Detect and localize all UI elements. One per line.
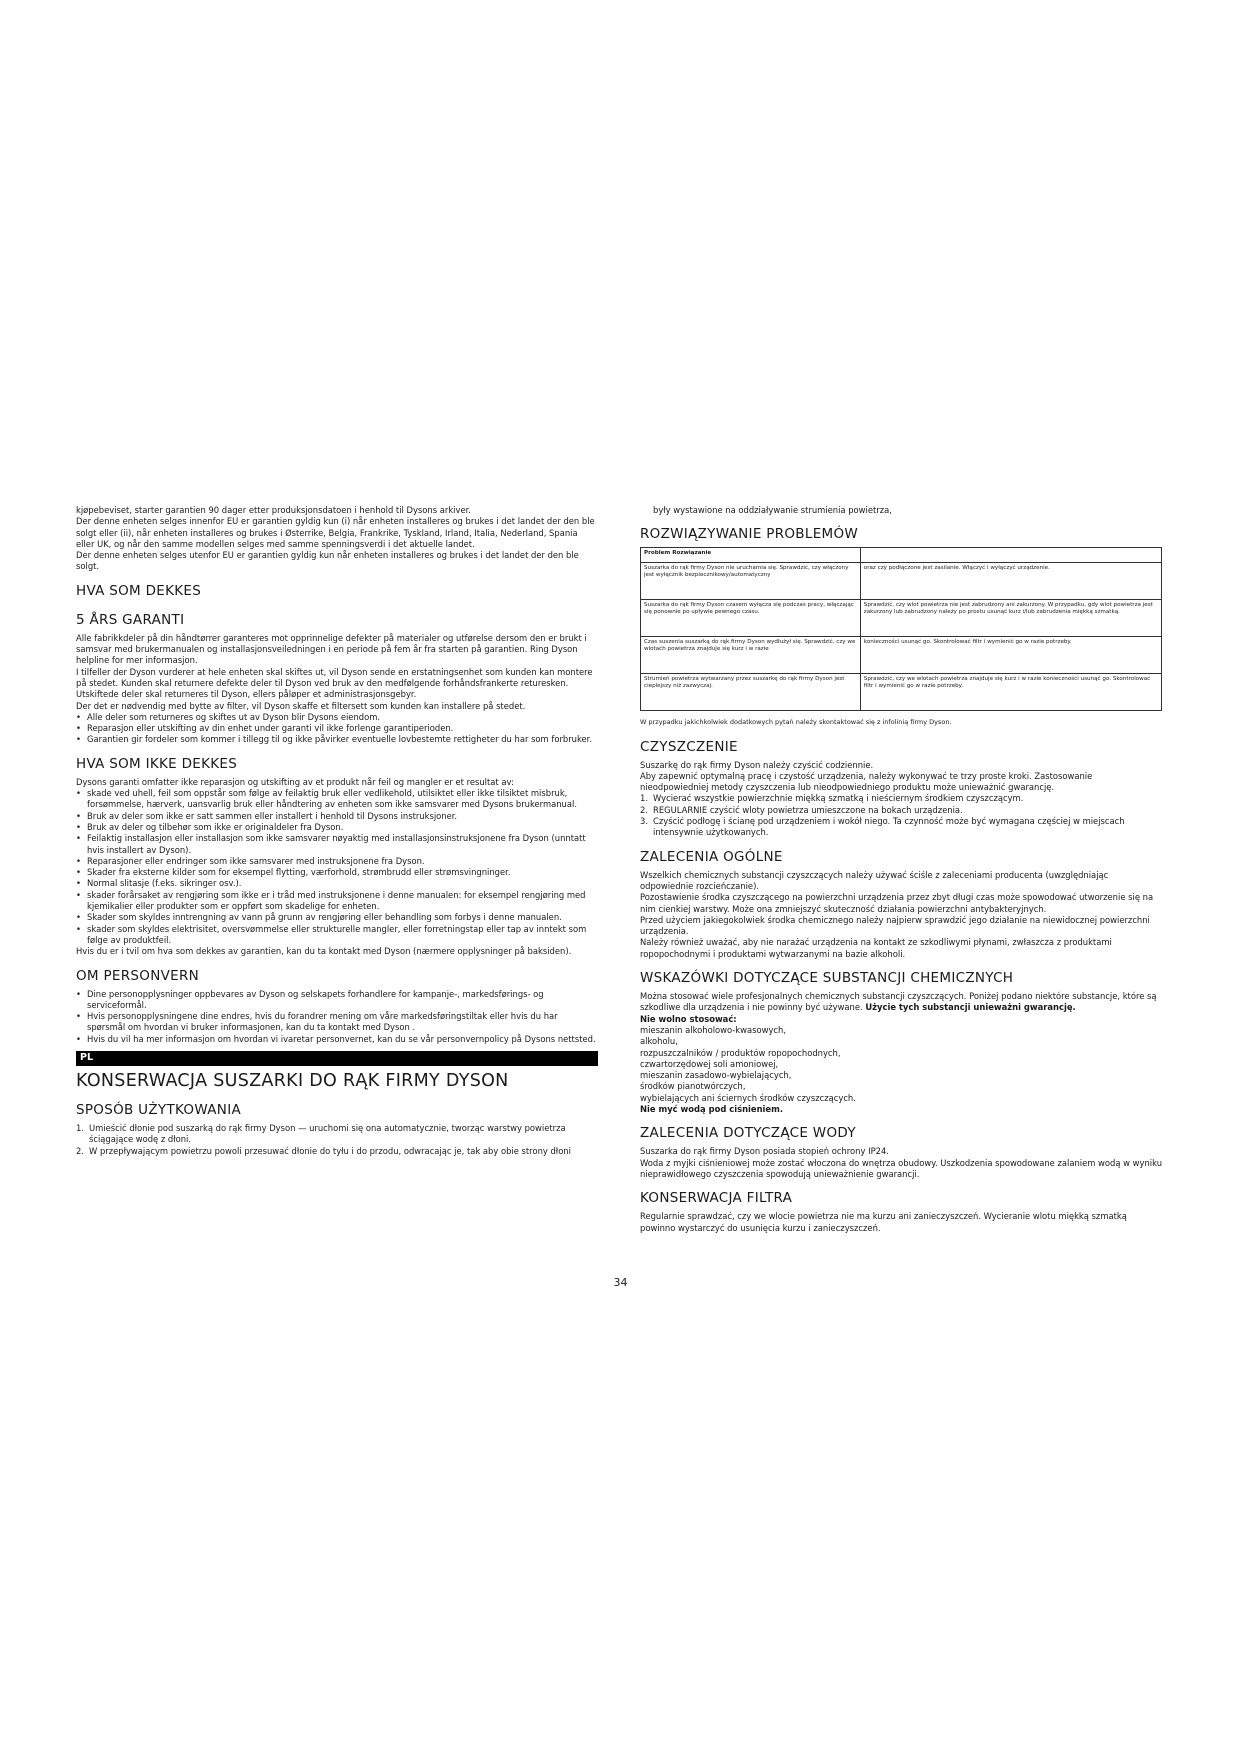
filtr-paragraph: Regularnie sprawdzać, czy we wlocie powietrza nie ma kurzu ani zanieczyszczeń. Wycieranie wlotu miękką szmatką powinno wystarczyć do usunięcia kurzu i zanieczyszczeń.: [640, 1211, 1127, 1233]
zalecenia-paragraph: Wszelkich chemicznych substancji czyszczących należy używać ściśle z zaleceniami producenta (uwzględniając odpowiednie rozcieńczanie).: [640, 869, 1109, 891]
heading-konserwacja-filtra: KONSERWACJA FILTRA: [640, 1190, 793, 1207]
table-cell-problem: Czas suszenia suszarką do rąk firmy Dyson wydłużył się. Sprawdzić, czy we wlotach powietrza znajduje się kurz i w razie: [641, 637, 861, 674]
list-item: • Hvis du vil ha mer informasjon om hvordan vi ivaretar personvernet, kan du se vår personvernpolicy på Dysons nettsted.: [76, 1034, 598, 1045]
chem-item: czwartorzędowej soli amoniowej,: [640, 1058, 779, 1069]
list-item: • Bruk av deler og tilbehør som ikke er originaldeler fra Dyson.: [76, 822, 598, 833]
garanti-paragraph: I tilfeller der Dyson vurderer at hele enheten skal skiftes ut, vil Dyson sende en erstatningsenhet som kunden kan montere på stedet. Kunden skal returnere defekte deler til Dyson ved bruk av den medfølgende forhåndsfrankerte returesken.: [76, 666, 593, 688]
heading-om-personvern: OM PERSONVERN: [76, 967, 200, 984]
woda-paragraph: Suszarka do rąk firmy Dyson posiada stopień ochrony IP24.: [640, 1146, 889, 1157]
czyszczenie-paragraph: Suszarkę do rąk firmy Dyson należy czyścić codziennie.: [640, 759, 874, 770]
chem-item: rozpuszczalników / produktów ropopochodnych,: [640, 1047, 841, 1058]
czyszczenie-list: [640, 793, 1162, 838]
list-item: 1. Umieścić dłonie pod suszarką do rąk firmy Dyson — uruchomi się ona automatycznie, tworząc warstwy powietrza ściągające wodę z dłoni.: [76, 1122, 566, 1145]
table-header-cell: Problem Rozwiązanie: [641, 548, 861, 563]
heading-czyszczenie: CZYSZCZENIE: [640, 738, 738, 755]
list-item: • Hvis personopplysningene dine endres, hvis du forandrer mening om våre markedsføringstiltak eller hvis du har spørsmål om hvordan vi bruker informasjonen, kan du ta kontakt med Dyson .: [76, 1011, 598, 1034]
right-column: [640, 505, 1162, 1234]
table-row: [641, 563, 1162, 600]
chem-item: mieszanin zasadowo-wybielających,: [640, 1070, 792, 1081]
garanti-list: [76, 712, 598, 746]
page-number: 34: [613, 1276, 628, 1289]
sposob-list: [76, 1123, 598, 1157]
list-item: • Reparasjon eller utskifting av din enhet under garanti vil ikke forlenge garantiperioden.: [76, 723, 598, 734]
list-item: • Dine personopplysninger oppbevares av Dyson og selskapets forhandlere for kampanje-, markedsførings- og serviceformål.: [76, 989, 598, 1012]
personvern-list: [76, 989, 598, 1045]
table-cell-problem: Strumień powietrza wytwarzany przez suszarkę do rąk firmy Dyson jest cieplejszy niż zazwyczaj.: [641, 674, 861, 711]
wskazowki-paragraph: Można stosować wiele profesjonalnych chemicznych substancji czyszczących. Poniżej podano niektóre substancje, które są szkodliwe dla urządzenia i nie powinny być używane. Użycie tych substancji unieważni gwarancję.: [640, 991, 1157, 1013]
language-bar-pl: PL: [76, 1051, 598, 1066]
chem-item: wybielających ani ściernych środków czyszczących.: [640, 1092, 856, 1103]
warranty-intro: kjøpebeviset, starter garantien 90 dager etter produksjonsdatoen i henhold til Dysons arkiver. Der denne enheten selges innenfor EU er garantien gyldig kun (i) når enheten installeres og brukes i det landet der den ble solgt eller (ii), når enheten installeres og brukes i Østerrike, Belgia, Frankrike, Tyskland, Irland, Italia, Nederland, Spania eller UK, og når den samme modellen selges med samme spenningsverdi i det aktuelle landet. Der denne enheten selges utenfor EU er garantien gyldig kun når enheten installeres og brukes i det landet der den ble solgt.: [76, 505, 595, 572]
list-item: • skader forårsaket av rengjøring som ikke er i tråd med instruksjonene i denne manualen: for eksempel rengjøring med kjemikalier eller produkter som er oppført som skadelige for enheten.: [76, 890, 598, 913]
ikke-outro: Hvis du er i tvil om hva som dekkes av garantien, kan du ta kontakt med Dyson (nærmere opplysninger på baksiden).: [76, 946, 572, 957]
chem-item: mieszanin alkoholowo-kwasowych,: [640, 1024, 787, 1035]
table-header-row: [641, 548, 1162, 563]
nie-myc-label: Nie myć wodą pod ciśnieniem.: [640, 1104, 784, 1115]
heading-konserwacja: KONSERWACJA SUSZARKI DO RĄK FIRMY DYSON: [76, 1070, 509, 1091]
left-column: [76, 505, 598, 1157]
heading-wskazowki: WSKAZÓWKI DOTYCZĄCE SUBSTANCJI CHEMICZNYCH: [640, 970, 1014, 987]
list-item: 2. W przepływającym powietrzu powoli przesuwać dłonie do tyłu i do przodu, odwracając je, tak aby obie strony dłoni: [76, 1145, 571, 1156]
table-cell-problem: Suszarka do rąk firmy Dyson nie uruchamia się. Sprawdzić, czy włączony jest wyłącznik bezpiecznikowy/automatyczny: [641, 563, 861, 600]
list-item: 3. Czyścić podłogę i ścianę pod urządzeniem i wokół niego. Ta czynność może być wymagana częściej w miejscach intensywnie użytkowanych.: [640, 816, 1125, 838]
garanti-paragraph: Alle fabrikkdeler på din håndtørrer garanteres mot opprinnelige defekter på materialer og utførelse dersom den er brukt i samsvar med brukermanualen og installasjonsveiledningen i en periode på fem år fra starten på garantien. Ring Dyson helpline for mer informasjon.: [76, 632, 587, 666]
heading-sposob-uzytkowania: SPOSÓB UŻYTKOWANIA: [76, 1101, 242, 1118]
table-cell-solution: oraz czy podłączone jest zasilanie. Włączyć i wyłączyć urządzenie.: [860, 563, 1161, 600]
heading-hva-som-dekkes: HVA SOM DEKKES: [76, 582, 202, 599]
garanti-paragraph: Utskiftede deler skal returneres til Dyson, ellers påløper et administrasjonsgebyr.: [76, 689, 417, 700]
woda-paragraph: Woda z myjki ciśnieniowej może zostać włoczona do wnętrza obudowy. Uszkodzenia spowodowane zalaniem wodą w wyniku nieprawidłowego czyszczenia spowodują unieważnienie gwarancji.: [640, 1157, 1162, 1179]
table-row: [641, 674, 1162, 711]
chem-item: alkoholu,: [640, 1036, 678, 1047]
czyszczenie-paragraph: Aby zapewnić optymalną pracę i czystość urządzenia, należy wykonywać te trzy proste kroki. Zastosowanie nieodpowiedniej metody czyszczenia lub nieodpowiedniego produktu może unieważnić gwarancję.: [640, 770, 1093, 793]
table-cell-solution: Sprawdzić, czy wlot powietrza nie jest zabrudzony ani zakurzony. W przypadku, gdy wlot powietrza jest zakurzony lub zabrudzony należy po prostu usunąć kurz i/lub zabrudzenia miękką szmatką.: [860, 600, 1161, 637]
table-cell-solution: konieczności usunąć go. Skontrolować filtr i wymienić go w razie potrzeby.: [860, 637, 1161, 674]
heading-5-ars-garanti: 5 ÅRS GARANTI: [76, 611, 185, 628]
list-item: • Garantien gir fordeler som kommer i tillegg til og ikke påvirker eventuelle lovbestemte rettigheter du har som forbruker.: [76, 734, 598, 745]
table-row: [641, 600, 1162, 637]
table-cell-solution: Sprawdzić, czy we wlotach powietrza znajduje się kurz i w razie konieczności usunąć go. Skontrolować filtr i wymienić go w razie potrzeby.: [860, 674, 1161, 711]
zalecenia-paragraph: Przed użyciem jakiegokolwiek środka chemicznego należy najpierw sprawdzić jego działanie na niewidocznej powierzchni urządzenia.: [640, 914, 1150, 937]
chem-item: środków pianotwórczych,: [640, 1081, 746, 1092]
warranty-warning: Użycie tych substancji unieważni gwarancję.: [865, 1002, 1076, 1013]
list-item: • Normal slitasje (f.eks. sikringer osv.).: [76, 878, 598, 889]
list-item: 1. Wycierać wszystkie powierzchnie miękką szmatką i nieściernym środkiem czyszczącym.: [640, 793, 1024, 804]
list-item: • skader som skyldes elektrisitet, oversvømmelse eller strukturelle mangler, eller forretningstap eller tap av inntekt som følge av produktfeil.: [76, 924, 598, 947]
table-note: W przypadku jakichkolwiek dodatkowych pytań należy skontaktować się z infolinią firmy Dyson.: [640, 718, 952, 727]
table-header-cell: [860, 548, 1161, 563]
ikke-list: [76, 788, 598, 946]
heading-zalecenia-ogolne: ZALECENIA OGÓLNE: [640, 848, 783, 865]
zalecenia-paragraph: Pozostawienie środka czyszczącego na powierzchni urządzenia przez zbyt długi czas może spowodować utworzenie się na nim cienkiej warstwy. Może ona zmniejszyć skuteczność działania powierzchni antybakteryjnych.: [640, 892, 1154, 914]
heading-zalecenia-wody: ZALECENIA DOTYCZĄCE WODY: [640, 1125, 856, 1142]
garanti-paragraph: Der det er nødvendig med bytte av filter, vil Dyson skaffe et filtersett som kunden kan installere på stedet.: [76, 700, 526, 711]
zalecenia-paragraph: Należy również uważać, aby nie narażać urządzenia na kontakt ze szkodliwymi płynami, zwłaszcza z produktami ropopochodnymi i produktami wytwarzanymi na bazie alkoholi.: [640, 937, 1112, 959]
list-item: • skade ved uhell, feil som oppstår som følge av feilaktig bruk eller vedlikehold, utilsiktet eller ikke tilsiktet misbruk, forsømmelse, hærverk, uansvarlig bruk eller håndtering av enheten som ikke samsvarer med Dysons brukermanual.: [76, 788, 598, 811]
table-row: [641, 637, 1162, 674]
table-cell-problem: Suszarka do rąk firmy Dyson czasem wyłącza się podczas pracy, włączając się ponownie po upływie pewnego czasu.: [641, 600, 861, 637]
ikke-intro: Dysons garanti omfatter ikke reparasjon og utskifting av et produkt når feil og mangler er et resultat av:: [76, 776, 514, 787]
troubleshooting-table: [640, 547, 1162, 711]
list-item: • Skader som skyldes inntrengning av vann på grunn av rengjøring eller behandling som forbys i denne manualen.: [76, 912, 598, 923]
heading-rozwiazywanie-problemow: ROZWIĄZYWANIE PROBLEMÓW: [640, 526, 859, 543]
list-item: • Feilaktig installasjon eller installasjon som ikke samsvarer nøyaktig med installasjonsinstruksjonene fra Dyson (unntatt hvis installert av Dyson).: [76, 833, 598, 856]
list-item: 2. REGULARNIE czyścić wloty powietrza umieszczone na bokach urządzenia.: [640, 804, 963, 815]
nie-wolno-label: Nie wolno stosować:: [640, 1013, 737, 1024]
list-item: • Bruk av deler som ikke er satt sammen eller installert i henhold til Dysons instruksjoner.: [76, 811, 598, 822]
heading-hva-som-ikke-dekkes: HVA SOM IKKE DEKKES: [76, 755, 238, 772]
list-item: • Alle deler som returneres og skiftes ut av Dyson blir Dysons eiendom.: [76, 712, 598, 723]
list-item: • Reparasjoner eller endringer som ikke samsvarer med instruksjonene fra Dyson.: [76, 856, 598, 867]
continuation-text: były wystawione na oddziaływanie strumienia powietrza,: [653, 505, 892, 515]
list-item: • Skader fra eksterne kilder som for eksempel flytting, værforhold, strømbrudd eller strømsvingninger.: [76, 867, 598, 878]
